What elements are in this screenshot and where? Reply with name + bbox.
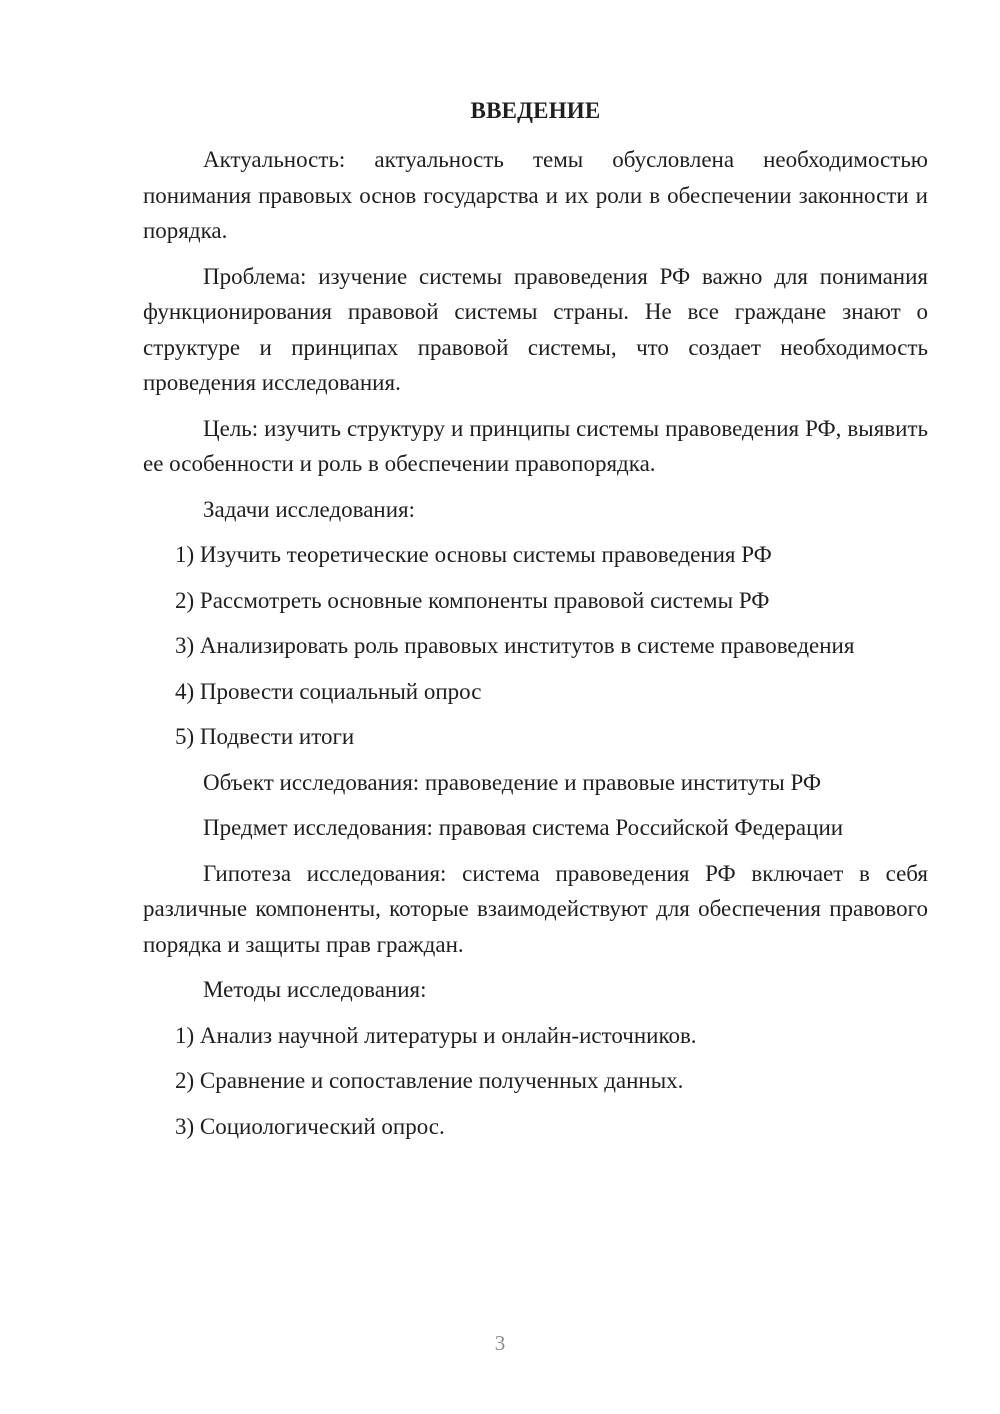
document-body <box>143 142 928 1154</box>
list-item: 3) Социологический опрос. <box>175 1113 445 1139</box>
list-item: 1) Изучить теоретические основы системы правоведения РФ <box>175 542 772 567</box>
list-item: 2) Сравнение и сопоставление полученных данных. <box>175 1068 684 1093</box>
list-item: 3) Анализировать роль правовых институтов в системе правоведения <box>175 633 855 658</box>
tasks-heading: Задачи исследования: <box>203 496 416 522</box>
page-number: 3 <box>494 1331 506 1355</box>
list-item: 1) Анализ научной литературы и онлайн-источников. <box>175 1022 697 1048</box>
list-item: 4) Провести социальный опрос <box>175 678 482 704</box>
object-paragraph: Объект исследования: правоведение и правовые институты РФ <box>203 769 822 795</box>
hypothesis-paragraph: Гипотеза исследования: система правоведения РФ включает в себя различные компоненты, которые взаимодействуют для обеспечения правового порядка и защиты прав граждан. <box>143 860 928 957</box>
problem-paragraph: Проблема: изучение системы правоведения РФ важно для понимания функционирования правовой системы страны. Не все граждане знают о структуре и принципах правовой системы, что создает необходимость проведения исследования. <box>143 263 928 395</box>
relevance-paragraph: Актуальность: актуальность темы обусловлена необходимостью понимания правовых основ государства и их роли в обеспечении законности и порядка. <box>143 147 928 243</box>
list-item: 5) Подвести итоги <box>175 724 355 749</box>
page-title: ВВЕДЕНИЕ <box>470 98 601 123</box>
list-item: 2) Рассмотреть основные компоненты правовой системы РФ <box>175 587 770 613</box>
subject-paragraph: Предмет исследования: правовая система Российской Федерации <box>203 815 844 840</box>
methods-heading: Методы исследования: <box>203 977 427 1002</box>
tasks-list <box>143 537 928 755</box>
goal-paragraph: Цель: изучить структуру и принципы системы правоведения РФ, выявить ее особенности и роль в обеспечении правопорядка. <box>143 415 928 476</box>
methods-list <box>143 1018 928 1145</box>
